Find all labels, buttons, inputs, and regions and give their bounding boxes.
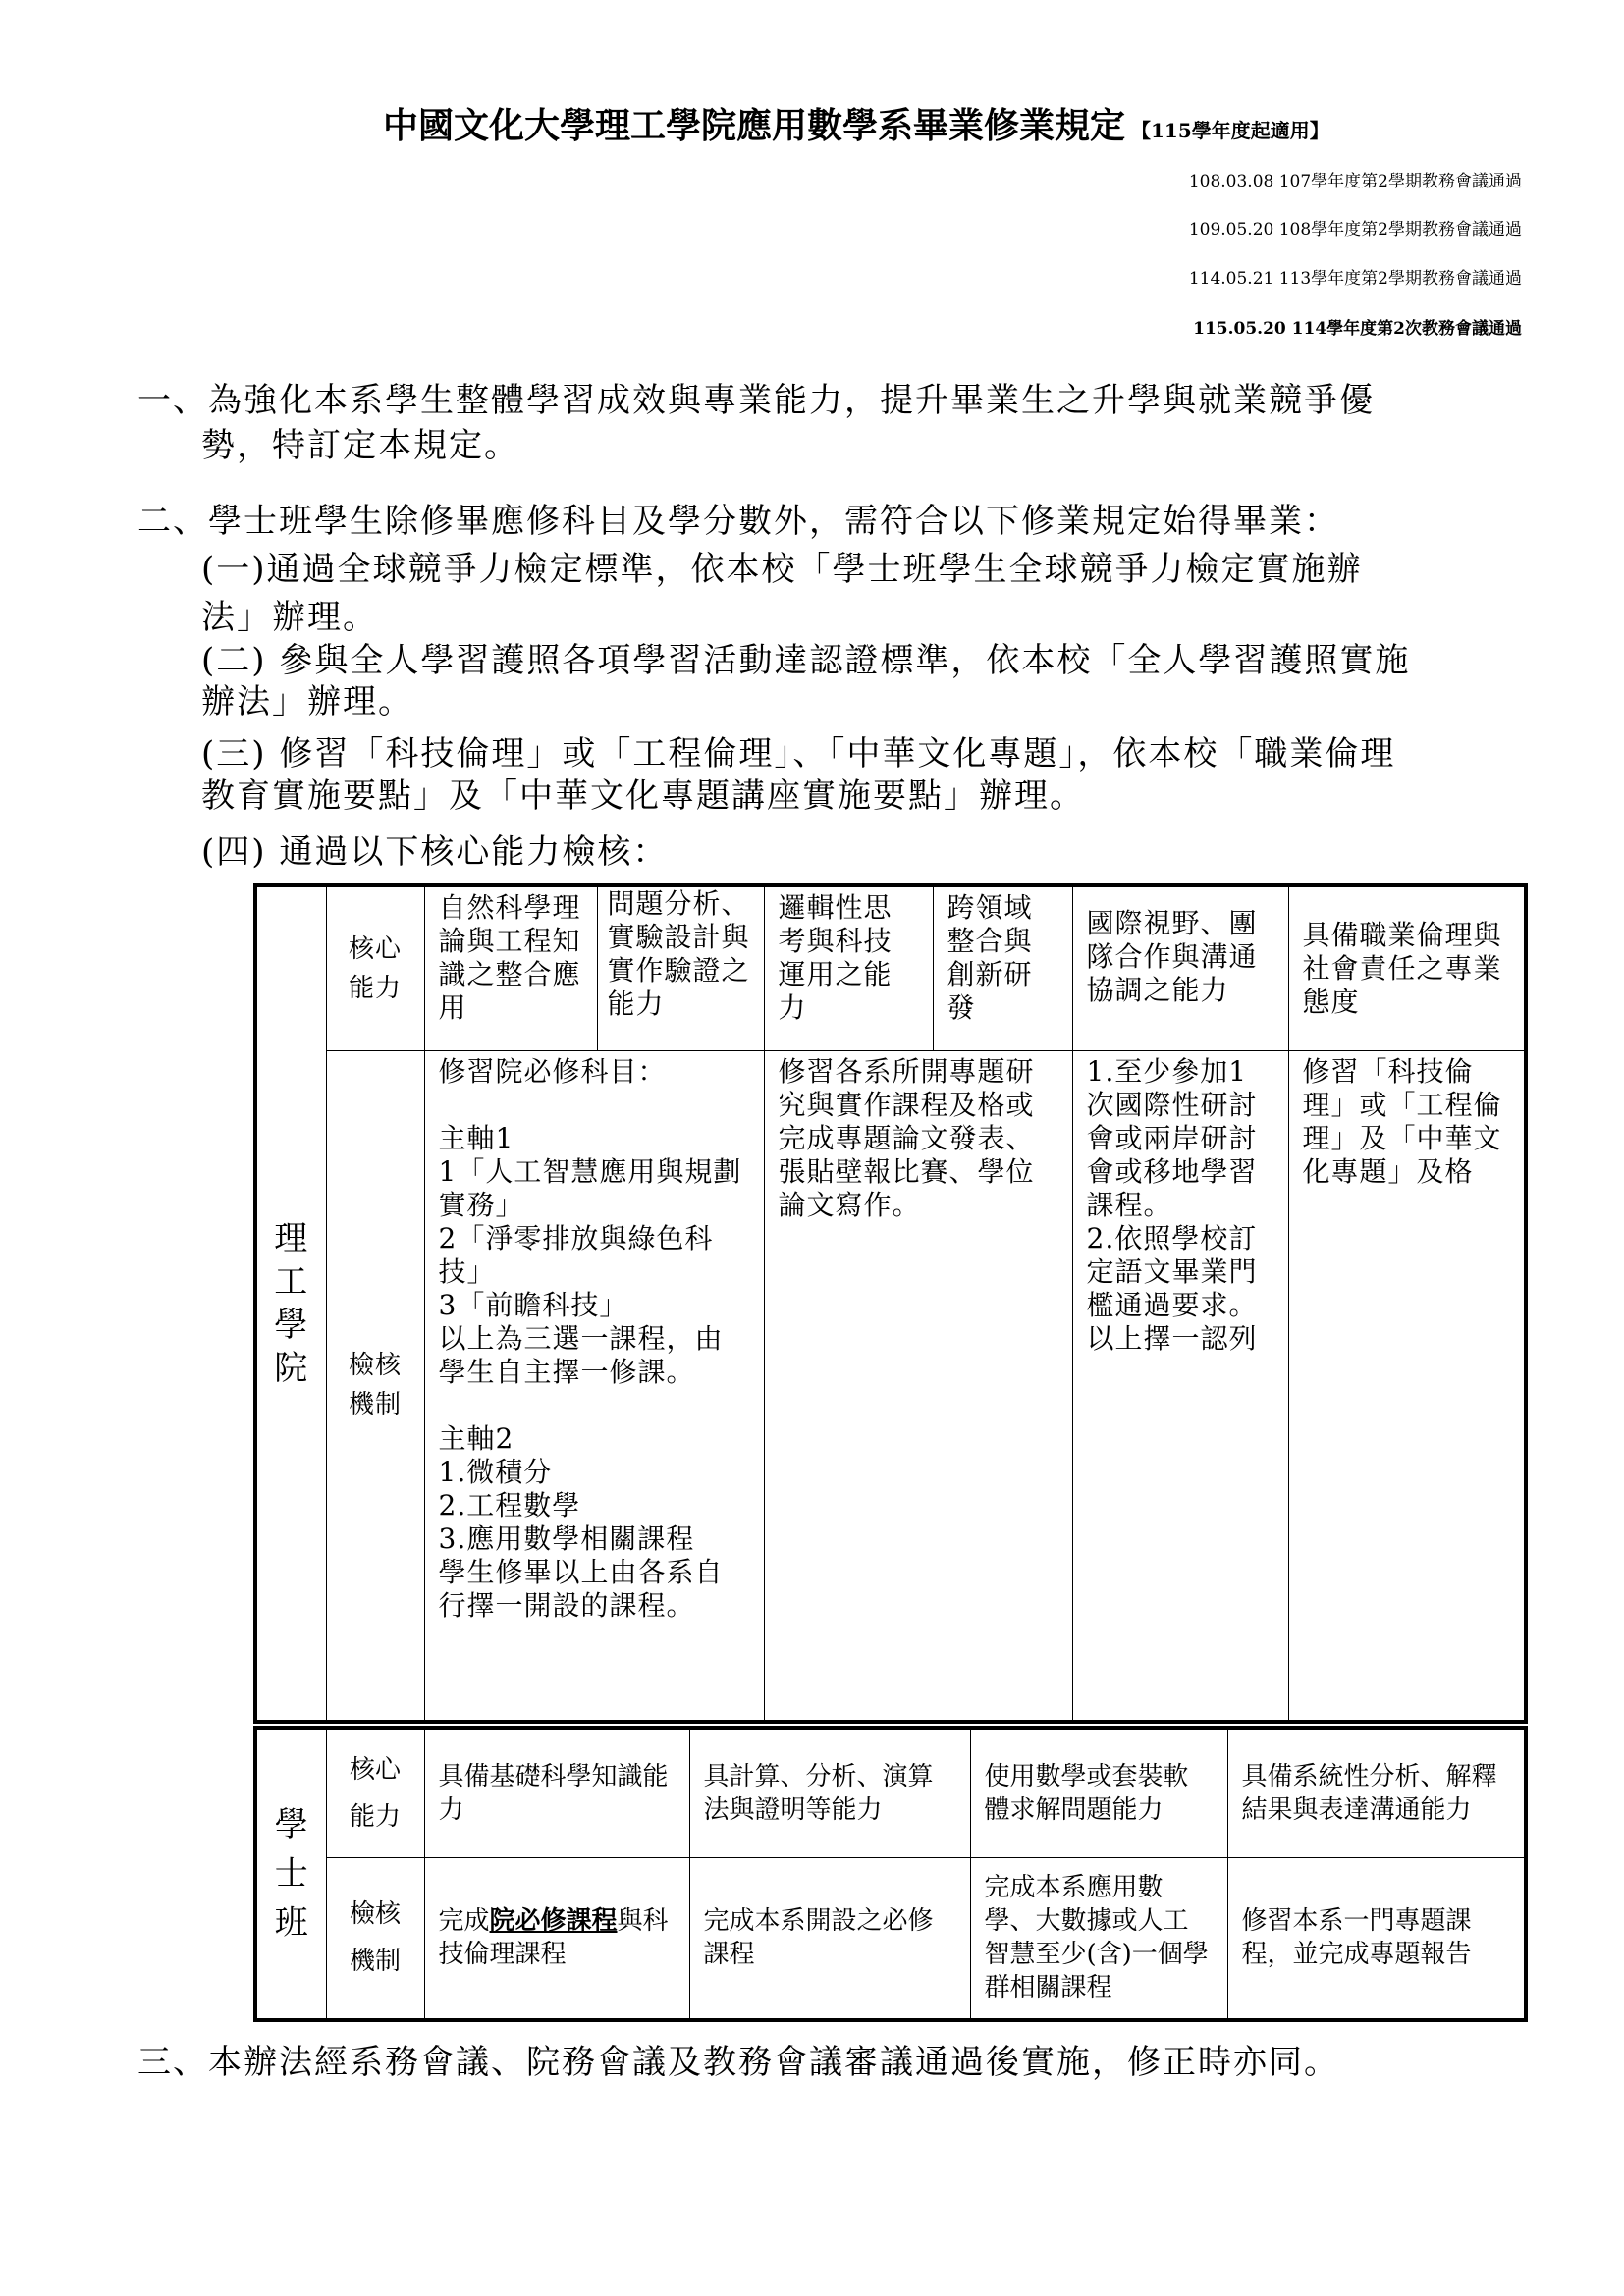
mechanism-cell: 修習各系所開專題研究與實作課程及格或完成專題論文發表、張貼壁報比賽、學位論文寫作。 (764, 1050, 1072, 1722)
row-label-mechanism: 檢核 機制 (326, 1857, 424, 2020)
history-line: 115.05.20 114學年度第2次教務會議通過 (1193, 319, 1522, 339)
history-line: 109.05.20 108學年度第2學期教務會議通過 (1188, 220, 1522, 240)
section-2-item4: (四) 通過以下核心能力檢核： (201, 832, 669, 872)
section-1-line2: 勢，特訂定本規定。 (201, 426, 519, 465)
mechanism-cell: 完成院必修課程與科技倫理課程 (424, 1857, 689, 2020)
core-ability-cell: 國際視野、團隊合作與溝通協調之能力 (1072, 885, 1288, 1050)
core-ability-cell: 具計算、分析、演算法與證明等能力 (689, 1728, 970, 1857)
row-label-core: 核心 能力 (326, 1728, 424, 1857)
mechanism-cell: 修習院必修科目： 主軸1 1「人工智慧應用與規劃實務」 2「淨零排放與綠色科技」 3「前瞻科技」 以上為三選一課程，由學生自主擇一修課。 主軸2 1.微積分 2.工程數學 3.應用數學相關課程 學生修畢以上由各系自行擇一開設的課程。 (424, 1050, 764, 1722)
college-label: 理 工 學 院 (255, 885, 326, 1722)
bachelor-label: 學 士 班 (255, 1728, 326, 2020)
mechanism-cell: 完成本系應用數學、大數據或人工智慧至少(含)一個學群相關課程 (970, 1857, 1227, 2020)
section-2-item2-line2: 辦法」辦理。 (201, 682, 413, 721)
core-ability-cell: 問題分析、實驗設計與實作驗證之能力 (597, 885, 764, 1050)
core-ability-cell: 邏輯性思考與科技運用之能力 (764, 885, 933, 1050)
history-line: 114.05.21 113學年度第2學期教務會議通過 (1188, 269, 1522, 289)
mechanism-cell: 修習「科技倫理」或「工程倫理」及「中華文化專題」及格 (1288, 1050, 1526, 1722)
section-1-line1: 一、為強化本系學生整體學習成效與專業能力，提升畢業生之升學與就業競爭優 (137, 381, 1375, 420)
core-ability-cell: 使用數學或套裝軟體求解問題能力 (970, 1728, 1227, 1857)
page-title: 中國文化大學理工學院應用數學系畢業修業規定 【115學年度起適用】 (383, 105, 1329, 146)
title-note: 【115學年度起適用】 (1131, 119, 1329, 142)
bachelor-competency-table (253, 1726, 1528, 2022)
mechanism-cell: 1.至少參加1次國際性研討會或兩岸研討會或移地學習課程。 2.依照學校訂定語文畢業門檻通過要求。 以上擇一認列 (1072, 1050, 1288, 1722)
section-2-item3-line1: (三) 修習「科技倫理」或「工程倫理」、「中華文化專題」，依本校「職業倫理 (201, 734, 1396, 774)
section-2-line1: 二、學士班學生除修畢應修科目及學分數外，需符合以下修業規定始得畢業： (137, 502, 1339, 541)
section-2-item3-line2: 教育實施要點」及「中華文化專題講座實施要點」辦理。 (201, 776, 1085, 816)
row-label-core: 核心 能力 (326, 885, 424, 1050)
mechanism-cell: 修習本系一門專題課程，並完成專題報告 (1227, 1857, 1526, 2020)
core-ability-cell: 跨領域整合與創新研發 (933, 885, 1072, 1050)
section-2-item1-line2: 法」辦理。 (201, 598, 378, 637)
row-label-mechanism: 檢核 機制 (326, 1050, 424, 1722)
section-2-item1-line1: (一)通過全球競爭力檢定標準，依本校「學士班學生全球競爭力檢定實施辦 (201, 550, 1363, 589)
college-competency-table (253, 883, 1528, 1724)
core-ability-cell: 具備基礎科學知識能力 (424, 1728, 689, 1857)
history-line: 108.03.08 107學年度第2學期教務會議通過 (1188, 172, 1522, 191)
required-course-emphasis: 院必修課程 (489, 1906, 618, 1937)
core-ability-cell: 自然科學理論與工程知識之整合應用 (424, 885, 597, 1050)
core-ability-cell: 具備系統性分析、解釋結果與表達溝通能力 (1227, 1728, 1526, 1857)
section-3: 三、本辦法經系務會議、院務會議及教務會議審議通過後實施，修正時亦同。 (137, 2043, 1339, 2082)
mechanism-cell: 完成本系開設之必修課程 (689, 1857, 970, 2020)
core-ability-cell: 具備職業倫理與社會責任之專業態度 (1288, 885, 1526, 1050)
section-2-item2-line1: (二) 參與全人學習護照各項學習活動達認證標準，依本校「全人學習護照實施 (201, 641, 1411, 680)
